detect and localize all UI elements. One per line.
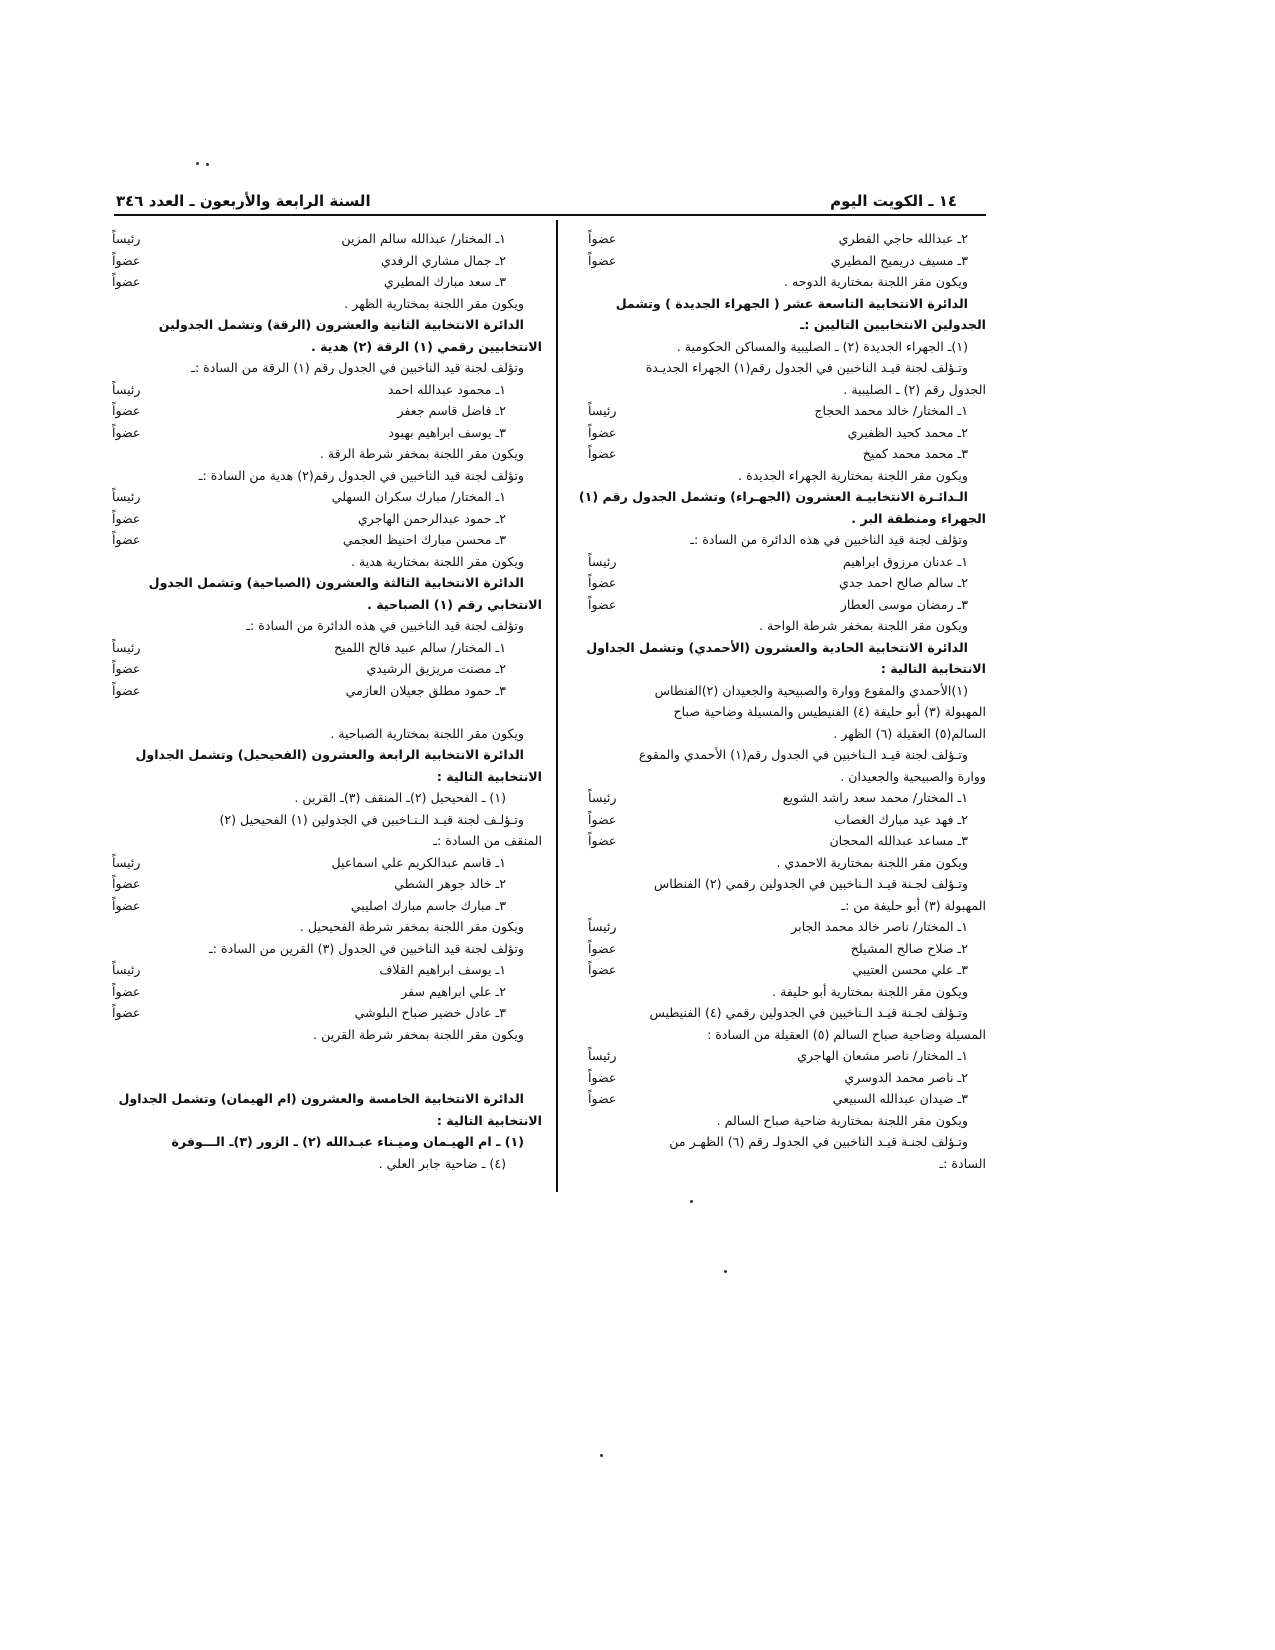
role-label: عضواً — [112, 403, 141, 418]
text-line — [588, 680, 986, 702]
role-label: عضواً — [588, 1069, 617, 1085]
line-text: الانتخابي رقم (١) الصباحية . — [367, 596, 542, 612]
role-label: رئيساً — [112, 381, 141, 397]
line-text: ويكون مقر اللجنة بمختارية هدية . — [351, 553, 524, 569]
line-text: وتـؤلف لجـنة قيـد الـناخبين في الجدولين رقمي (٤) الفنيطيس — [649, 1005, 968, 1020]
member-line — [588, 422, 986, 444]
line-text: الانتخابيين رقمي (١) الرقة (٢) هدية . — [310, 338, 542, 354]
member-line — [588, 250, 986, 272]
text-line — [112, 938, 542, 960]
member-line — [112, 529, 542, 551]
line-text: ١ـ عدنان مرزوق ابراهيم — [842, 553, 968, 569]
line-text: وتـؤلف لجـنة قيـد الـناخبين في الجدولين رقمي (٢) الفنطاس — [653, 876, 968, 891]
text-line — [112, 551, 542, 573]
line-text: الانتخابية التالية : — [436, 768, 542, 784]
line-text: ويكون مقر اللجنة بمخفر شرطة الفحيحيل . — [299, 919, 524, 934]
member-line — [112, 379, 542, 401]
text-line — [588, 1131, 986, 1153]
role-label: رئيساً — [588, 403, 617, 418]
page-header-issue: السنة الرابعة والأربعون ـ العدد ٣٤٦ — [116, 192, 371, 210]
line-text: ١ـ المختار/ عبدالله سالم المزين — [341, 231, 506, 246]
text-line — [112, 465, 542, 487]
member-line — [588, 1045, 986, 1067]
role-label: عضواً — [112, 1005, 141, 1020]
role-label: رئيساً — [112, 639, 141, 655]
line-text: ٣ـ مساعد عبدالله المحجان — [829, 833, 968, 848]
role-label: عضواً — [588, 1091, 617, 1106]
text-line — [112, 615, 542, 637]
line-text: ١ـ المختار/ ناصر مشعان الهاجري — [797, 1048, 968, 1063]
text-line — [112, 787, 542, 809]
line-text: الدائرة الانتخابية الحادية والعشرون (الأحمدي) وتشمل الجداول — [586, 639, 968, 655]
line-text: ٢ـ ناصر محمد الدوسري — [844, 1069, 968, 1085]
member-line — [588, 443, 986, 465]
member-line — [112, 1002, 542, 1024]
text-line — [588, 1024, 986, 1046]
text-line — [588, 1002, 986, 1024]
line-text: ١ـ قاسم عبدالكريم علي اسماعيل — [331, 854, 506, 870]
member-line — [588, 228, 986, 250]
member-line — [112, 486, 542, 508]
line-text: وتؤلف لجنة قيد الناخبين في هذه الدائرة من السادة :ـ — [246, 618, 524, 633]
line-text: ٣ـ عادل خضير صباح البلوشي — [354, 1005, 506, 1020]
role-label: عضواً — [112, 510, 141, 526]
role-label: عضواً — [112, 682, 141, 698]
line-text: ٢ـ صلاح صالح المشيلح — [850, 940, 968, 956]
line-text: ٢ـ خالد جوهر الشطي — [394, 876, 506, 891]
member-line — [588, 572, 986, 594]
text-line — [112, 1024, 542, 1046]
member-line — [112, 250, 542, 272]
member-line — [112, 228, 542, 250]
role-label: رئيساً — [112, 962, 141, 977]
text-line — [588, 1110, 986, 1132]
text-line — [588, 895, 986, 917]
line-text: ٣ـ علي محسن العتيبي — [852, 962, 968, 977]
blank-space — [112, 1045, 542, 1088]
line-text: وتـؤلف لجنة قيـد الـناخبين في الجدول رقم(١) الأحمدي والمقوع — [638, 747, 968, 762]
line-text: الجدولين الانتخابيين التاليين :ـ — [800, 317, 986, 332]
text-line — [588, 766, 986, 788]
member-line — [588, 809, 986, 831]
role-label: عضواً — [112, 252, 141, 268]
line-text: (١) ـ ام الهيـمان وميـناء عبـدالله (٢) ـ الزور (٣)ـ الـــوفرة — [171, 1134, 524, 1149]
line-text: ١ـ المختار/ محمد سعد راشد الشويع — [782, 790, 968, 805]
text-line — [588, 336, 986, 358]
line-text: (١)الأحمدي والمقوع ووارة والصبيحية والجعيدان (٢)الفنطاس — [654, 682, 968, 698]
line-text: المهبولة (٣) أبو حليفة (٤) الفنيطيس والمسيلة وضاحية صباح — [673, 704, 986, 719]
section-heading-line — [112, 1088, 542, 1110]
role-label: عضواً — [588, 252, 617, 268]
line-text: السادة :ـ — [939, 1155, 986, 1171]
text-line — [112, 723, 542, 745]
role-label: رئيساً — [112, 854, 141, 870]
section-heading-line — [578, 486, 986, 508]
line-text: ٢ـ فهد عيد مبارك الغصاب — [834, 811, 968, 827]
line-text: ويكون مقر اللجنة بمختارية أبو حليفة . — [772, 983, 968, 999]
line-text: الانتخابية التالية : — [880, 661, 986, 676]
line-text: الانتخابية التالية : — [436, 1112, 542, 1128]
text-line — [588, 701, 986, 723]
line-text: الجدول رقم (٢) ـ الصليبية . — [843, 381, 986, 397]
line-text: ويكون مقر اللجنة بمختارية ضاحية صباح السالم . — [716, 1112, 968, 1128]
member-line — [588, 1067, 986, 1089]
member-line — [112, 508, 542, 530]
member-line — [588, 959, 986, 981]
section-heading-line — [588, 508, 986, 530]
text-line — [112, 293, 542, 315]
line-text: ١ـ المختار/ مبارك سكران السهلي — [331, 489, 506, 504]
line-text: ويكون مقر اللجنة بمخفر شرطة الواحة . — [759, 618, 968, 633]
text-line — [588, 529, 986, 551]
member-line — [112, 271, 542, 293]
text-line — [588, 615, 986, 637]
role-label: عضواً — [112, 424, 141, 440]
line-text: ٢ـ سالم صالح احمد جدي — [838, 575, 968, 590]
line-text: ٢ـ مصنت مريزيق الرشيدي — [366, 661, 506, 676]
line-text: ٣ـ رمضان موسى العطار — [840, 596, 968, 612]
scan-speck — [724, 1270, 727, 1273]
member-line — [588, 551, 986, 573]
member-line — [112, 400, 542, 422]
section-heading-line — [588, 658, 986, 680]
member-line — [112, 981, 542, 1003]
line-text: الدائرة الانتخابية الرابعة والعشرون (الفحيحيل) وتشمل الجداول — [135, 747, 524, 762]
member-line — [588, 830, 986, 852]
text-line — [112, 357, 542, 379]
role-label: عضواً — [588, 962, 617, 977]
role-label: عضواً — [112, 532, 141, 547]
text-line — [588, 271, 986, 293]
section-heading-line — [112, 766, 542, 788]
role-label: عضواً — [112, 661, 141, 676]
line-text: وتؤلف لجنة قيد الناخبين في الجدول رقم(٢) هدية من السادة :ـ — [198, 467, 524, 483]
line-text: ١ـ يوسف ابراهيم القلاف — [379, 962, 506, 977]
line-text: ويكون مقر اللجنة بمختارية الظهر . — [344, 295, 524, 311]
line-text: السالم(٥) العقيلة (٦) الظهر . — [833, 725, 986, 741]
text-line — [588, 1153, 986, 1175]
header-rule — [114, 214, 986, 216]
line-text: وتؤلف لجنة قيد الناخبين في الجدول (٣) القرين من السادة :ـ — [209, 940, 524, 956]
section-heading-line — [588, 637, 986, 659]
text-line — [588, 357, 986, 379]
role-label: رئيساً — [588, 919, 617, 934]
line-text: ويكون مقر اللجنة بمختارية الدوحه . — [783, 274, 968, 289]
line-text: الدائرة الانتخابية التاسعة عشر ( الجهراء الجديدة ) وتشمل — [615, 295, 968, 311]
scan-speck — [196, 162, 199, 165]
line-text: المنقف من السادة :ـ — [433, 833, 542, 848]
member-line — [112, 873, 542, 895]
text-line — [588, 744, 986, 766]
section-heading-line — [112, 744, 542, 766]
line-text: ووارة والصبيحية والجعيدان . — [840, 768, 986, 784]
line-text: ٣ـ مبارك جاسم مبارك اصليبي — [350, 897, 506, 913]
line-text: وتـؤلف لجنة قيـد الناخبين في الجدول رقم(١) الجهراء الجديـدة — [645, 360, 968, 375]
member-line — [588, 1088, 986, 1110]
role-label: عضواً — [112, 274, 141, 289]
line-text: ويكون مقر اللجنة بمخفر شرطة الرقة . — [319, 446, 524, 461]
section-heading-line — [588, 293, 986, 315]
role-label: عضواً — [588, 811, 617, 827]
role-label: عضواً — [588, 940, 617, 956]
role-label: عضواً — [588, 231, 617, 246]
member-line — [588, 938, 986, 960]
line-text: المهبولة (٣) أبو حليفة من :ـ — [841, 897, 986, 913]
line-text: ٢ـ جمال مشاري الرفدي — [380, 252, 506, 268]
role-label: عضواً — [588, 446, 617, 461]
line-text: ٣ـ حمود مطلق جعيلان العازمي — [345, 682, 506, 698]
role-label: عضواً — [112, 876, 141, 891]
member-line — [112, 895, 542, 917]
line-text: وتؤلف لجنة قيد الناخبين في هذه الدائرة من السادة :ـ — [690, 532, 968, 547]
member-line — [588, 594, 986, 616]
scan-speck — [206, 163, 209, 166]
line-text: ٢ـ محمد كحيد الظفيري — [847, 424, 968, 440]
line-text: ٣ـ محسن مبارك احنيظ العجمي — [342, 532, 506, 547]
line-text: وتـؤلف لجنـة قيـد الناخبين في الجدولـ رقم (٦) الظهـر من — [669, 1134, 968, 1149]
line-text: الدائرة الانتخابية الثالثة والعشرون (الصباحية) وتشمل الجدول — [148, 575, 524, 590]
line-text: ١ـ المختار/ سالم عبيد فالح اللميح — [333, 639, 506, 655]
section-heading-line — [112, 594, 542, 616]
text-line — [588, 852, 986, 874]
line-text: الجهراء ومنطقة البر . — [851, 510, 986, 526]
member-line — [112, 637, 542, 659]
section-heading-line — [588, 314, 986, 336]
line-text: ٣ـ ضيدان عبدالله السبيعي — [832, 1091, 968, 1106]
text-line — [112, 916, 542, 938]
text-line — [588, 465, 986, 487]
role-label: رئيساً — [112, 231, 141, 246]
page-header-title: ١٤ ـ الكويت اليوم — [830, 192, 957, 210]
scan-speck — [600, 1454, 603, 1457]
line-text: ويكون مقر اللجنة بمختارية الاحمدي . — [776, 854, 968, 870]
line-text: ١ـ محمود عبدالله احمد — [387, 381, 506, 397]
text-line — [112, 443, 542, 465]
line-text: (٤) ـ ضاحية جابر العلي . — [378, 1155, 506, 1171]
section-heading-line — [112, 336, 542, 358]
role-label: عضواً — [588, 575, 617, 590]
section-heading-line — [112, 314, 542, 336]
text-line — [112, 809, 542, 831]
line-text: ١ـ المختار/ ناصر خالد محمد الجابر — [791, 919, 968, 934]
left-column — [112, 228, 542, 1174]
role-label: رئيساً — [588, 1048, 617, 1063]
line-text: الدائرة الانتخابية الخامسة والعشرون (ام الهيمان) وتشمل الجداول — [118, 1091, 524, 1106]
role-label: رئيساً — [112, 489, 141, 504]
role-label: عضواً — [112, 897, 141, 913]
line-text: ٣ـ محمد محمد كميخ — [862, 446, 968, 461]
text-line — [112, 1153, 542, 1175]
line-text: ويكون مقر اللجنة بمختارية الصباحية . — [330, 725, 524, 741]
line-text: ٣ـ يوسف ابراهيم بهبود — [388, 424, 506, 440]
section-heading-line — [112, 1131, 542, 1153]
line-text: ٢ـ فاضل قاسم جعفر — [397, 403, 506, 418]
member-line — [588, 787, 986, 809]
role-label: عضواً — [588, 833, 617, 848]
line-text: ١ـ المختار/ خالد محمد الحجاج — [814, 403, 968, 418]
line-text: ويكون مقر اللجنة بمخفر شرطة القرين . — [313, 1026, 524, 1042]
role-label: رئيساً — [588, 790, 617, 805]
section-heading-line — [112, 1110, 542, 1132]
role-label: عضواً — [588, 596, 617, 612]
text-line — [588, 379, 986, 401]
member-line — [112, 680, 542, 702]
role-label: عضواً — [112, 983, 141, 999]
line-text: ٢ـ حمود عبدالرحمن الهاجري — [357, 510, 506, 526]
member-line — [112, 852, 542, 874]
text-line — [112, 830, 542, 852]
scan-speck — [690, 1200, 693, 1203]
line-text: ٢ـ عبدالله حاجي القطري — [838, 231, 968, 246]
member-line — [112, 422, 542, 444]
line-text: ٣ـ مسيف دريميح المطيري — [830, 252, 968, 268]
text-line — [588, 723, 986, 745]
line-text: وتؤلف لجنة قيد الناخبين في الجدول رقم (١) الرقة من السادة :ـ — [191, 360, 524, 375]
text-line — [588, 981, 986, 1003]
line-text: (١)ـ الجهراء الجديدة (٢) ـ الصليبية والمساكن الحكومية . — [676, 338, 968, 354]
member-line — [112, 959, 542, 981]
right-column — [578, 228, 986, 1174]
section-heading-line — [112, 572, 542, 594]
column-divider — [556, 220, 558, 1192]
line-text: (١) ـ الفحيحيل (٢)ـ المنقف (٣)ـ القرين . — [294, 790, 506, 805]
line-text: الـدائـرة الانتخابيـة العشرون (الجهـراء) وتشمل الجدول رقم (١) — [578, 489, 968, 504]
member-line — [588, 916, 986, 938]
text-line — [588, 873, 986, 895]
role-label: رئيساً — [588, 553, 617, 569]
line-text: المسيلة وضاحية صباح السالم (٥) العقيلة من السادة : — [707, 1026, 986, 1042]
member-line — [588, 400, 986, 422]
member-line — [112, 658, 542, 680]
line-text: الدائرة الانتخابية الثانية والعشرون (الرقة) وتشمل الجدولين — [158, 317, 524, 332]
line-text: وتـؤلـف لجنة قيـد الـنـاخبين في الجدولين (١) الفحيحيل (٢) — [219, 811, 524, 827]
blank-space — [112, 701, 542, 723]
line-text: ويكون مقر اللجنة بمختارية الجهراء الجديدة . — [738, 467, 968, 483]
role-label: عضواً — [588, 424, 617, 440]
line-text: ٣ـ سعد مبارك المطيري — [383, 274, 506, 289]
line-text: ٢ـ علي ابراهيم سفر — [401, 983, 506, 999]
